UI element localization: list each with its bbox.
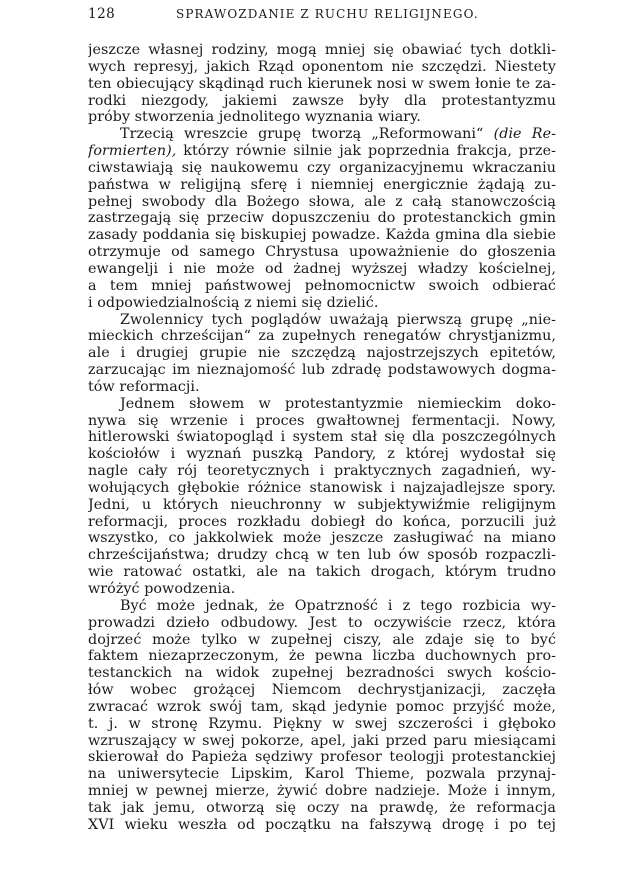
text-line: nagle cały rój teoretycznych i praktycznych zagadnień, wy- <box>88 463 556 480</box>
running-title: SPRAWOZDANIE Z RUCHU RELIGIJNEGO. <box>176 7 479 21</box>
text-line: chrześcijaństwa; drudzy chcą w ten lub ów sposób rozpaczli- <box>88 547 556 564</box>
text-line: wszystko, co jakkolwiek może jeszcze zasługiwać na miano <box>88 530 556 547</box>
text-line: otrzymuje od samego Chrystusa upoważnienie do głoszenia <box>88 244 556 261</box>
text-line: Jednem słowem w protestantyzmie niemieckim doko- <box>120 395 556 412</box>
text-line: kościołów i wyznań puszką Pandory, z której wydostał się <box>88 446 556 463</box>
text-line: mniej w pewnej mierze, żywić dobre nadzieje. Może i innym, <box>88 783 556 800</box>
text-line: zwracać wzrok swój tam, skąd jedynie pomoc przyjść może, <box>88 698 556 715</box>
text-line: ewangelji i nie może od żadnej wyższej władzy kościelnej, <box>88 260 556 277</box>
text-line: XVI wieku weszła od początku na fałszywą drogę i po tej <box>88 816 556 833</box>
text-line: ten obiecujący skądinąd ruch kierunek nosi w swem łonie te za- <box>88 75 556 92</box>
text-line: wołujących głębokie różnice stanowisk i najzajadlejsze spory. <box>88 479 556 496</box>
text-line: jeszcze własnej rodziny, mogą mniej się obawiać tych dotkli- <box>88 42 556 58</box>
text-line: wych represyj, jakich Rząd oponentom nie szczędzi. Niestety <box>88 58 556 75</box>
text-line: zasady poddania się biskupiej powadze. Każda gmina dla siebie <box>88 227 556 244</box>
text-line: t. j. w stronę Rzymu. Piękny w swej szczerości i głęboko <box>88 715 556 732</box>
text-line: Być może jednak, że Opatrzność i z tego rozbicia wy- <box>120 597 556 614</box>
text-line: i odpowiedzialnością z niemi się dzielić. <box>88 294 379 311</box>
text-line: prowadzi dzieło odbudowy. Jest to oczywiście rzecz, która <box>88 614 556 631</box>
text-line: wie ratować ostatki, ale na takich drogach, którym trudno <box>88 564 556 581</box>
text-line: ciwstawiają się naukowemu czy organizacyjnemu wkraczaniu <box>88 159 556 176</box>
text-line: tów reformacji. <box>88 378 200 395</box>
text-line: państwa w religijną sferę i niemniej energicznie żądają zu- <box>88 176 556 193</box>
text-line: dojrzeć może tylko w zupełnej ciszy, ale zdaje się to być <box>88 631 556 648</box>
text-line: zarzucając im nieznajomość lub zdradę podstawowych dogma- <box>88 362 556 379</box>
text-line: a tem mniej państwowej pełnomocnictw swoich odbierać <box>88 277 556 294</box>
text-line: ale i drugiej grupie nie szczędzą najostrzejszych epitetów, <box>88 345 556 362</box>
text-line: próby stworzenia jednolitego wyznania wiary. <box>88 109 422 126</box>
text-line: zastrzegają się przeciw dopuszczeniu do protestanckich gmin <box>88 210 556 227</box>
body-text <box>88 42 556 834</box>
text-line: wzruszający w swej pokorze, apel, jaki przed paru miesiącami <box>88 732 556 749</box>
text-line: na uniwersytecie Lipskim, Karol Thieme, pozwala przynaj- <box>88 766 556 783</box>
text-line: Zwolennicy tych poglądów uważają pierwszą grupę „nie- <box>120 311 556 328</box>
page-number: 128 <box>88 6 116 22</box>
text-line: rodki niezgody, jakiemi zawsze były dla protestantyzmu <box>88 92 556 109</box>
text-line: wróżyć powodzenia. <box>88 581 236 597</box>
text-line: skierował do Papieża sędziwy profesor teologji protestanckiej <box>88 749 556 766</box>
text-line: łów wobec grożącej Niemcom dechrystjanizacji, zaczęła <box>88 682 556 699</box>
text-line-rest: którzy równie silnie jak poprzednia frakcja, prze- <box>176 143 556 160</box>
text-line <box>88 126 556 143</box>
text-line: mieckich chrześcijan“ za zupełnych renegatów chrystjanizmu, <box>88 328 556 345</box>
text-line: reformacji, proces rozkładu dobiegł do końca, porzucili już <box>88 513 556 530</box>
running-head <box>88 6 558 26</box>
text-line <box>88 143 556 160</box>
text-line: nywa się wrzenie i proces gwałtownej fermentacji. Nowy, <box>88 412 556 429</box>
text-line: testanckich na widok zupełnej bezradności swych kościo- <box>88 665 556 682</box>
text-line: pełnej swobody dla Bożego słowa, ale z całą stanowczością <box>88 193 556 210</box>
text-line-main: Trzecią wreszcie grupę tworzą „Reformowani“ <box>120 126 484 143</box>
italic-term: (die Re- <box>493 126 556 143</box>
italic-term: formierten), <box>88 143 177 160</box>
text-line: hitlerowski światopogląd i system stał się dla poszczególnych <box>88 429 556 446</box>
text-line: Jedni, u których nieuchronny w subjektywiźmie religijnym <box>88 496 556 513</box>
text-line: tak jak jemu, otworzą się oczy na prawdę, że reformacja <box>88 799 556 816</box>
text-line: faktem niezaprzeczonym, że pewna liczba duchownych pro- <box>88 648 556 665</box>
